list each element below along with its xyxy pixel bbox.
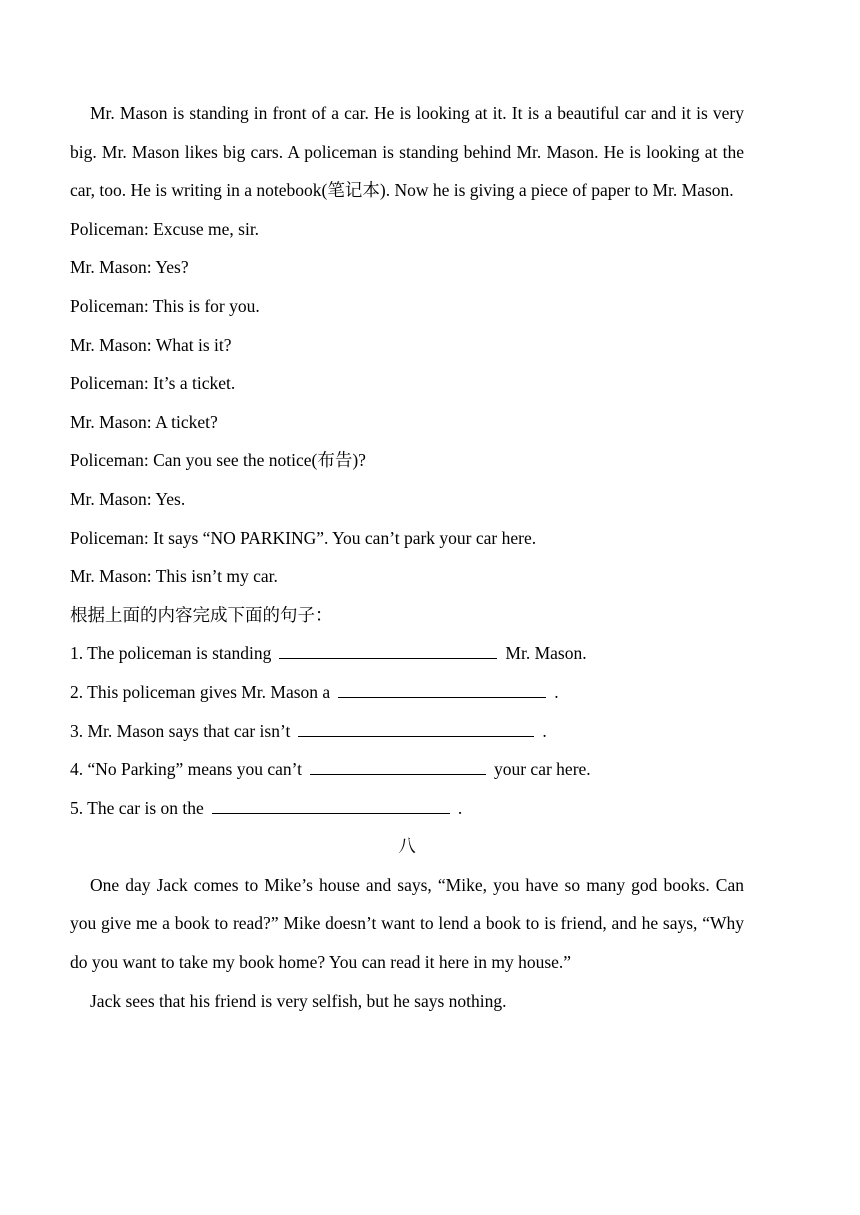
question-3 — [70, 712, 744, 751]
passage2-paragraph-1: One day Jack comes to Mike’s house and says, “Mike, you have so many god books. Can you give me a book to read?” Mike doesn’t want to lend a book to is friend, and he says, “Why do you want to take my book home? You can read it here in my house.” — [70, 874, 744, 973]
answer-blank[interactable] — [310, 754, 486, 775]
dialogue-line: Mr. Mason: A ticket? — [70, 411, 218, 432]
question-text-end: . — [554, 681, 559, 702]
question-text: 3. Mr. Mason says that car isn’t — [70, 720, 291, 741]
dialogue-line: Mr. Mason: Yes? — [70, 257, 189, 278]
question-4 — [70, 750, 744, 789]
passage1-paragraph: Mr. Mason is standing in front of a car. He is looking at it. It is a beautiful car and it is very big. Mr. Mason likes big cars. A policeman is standing behind Mr. Mason. He is looking at the car, too. He is writing in a notebook(笔记本). Now he is giving a piece of paper to Mr. Mason. — [70, 103, 744, 201]
question-2 — [70, 673, 744, 712]
dialogue-line: Mr. Mason: Yes. — [70, 488, 186, 509]
dialogue-line: Policeman: Can you see the notice(布告)? — [70, 450, 366, 471]
dialogue-line: Mr. Mason: What is it? — [70, 334, 232, 355]
dialogue-line: Policeman: This is for you. — [70, 295, 260, 316]
section-heading: 八 — [398, 836, 416, 857]
answer-blank[interactable] — [338, 677, 546, 698]
dialogue-line: Policeman: Excuse me, sir. — [70, 218, 260, 239]
instructions: 根据上面的内容完成下面的句子： — [70, 604, 333, 625]
question-text: 5. The car is on the — [70, 797, 204, 818]
answer-blank[interactable] — [298, 716, 534, 737]
dialogue-line: Policeman: It’s a ticket. — [70, 373, 236, 394]
question-text: 2. This policeman gives Mr. Mason a — [70, 681, 331, 702]
dialogue-line: Policeman: It says “NO PARKING”. You can’t park your car here. — [70, 527, 537, 548]
question-text-end: . — [542, 720, 547, 741]
dialogue — [70, 210, 744, 596]
question-text-end: your car here. — [493, 759, 591, 780]
answer-blank[interactable] — [212, 793, 450, 814]
dialogue-line: Mr. Mason: This isn’t my car. — [70, 566, 278, 587]
question-text: 4. “No Parking” means you can’t — [70, 759, 302, 780]
question-1 — [70, 634, 744, 673]
answer-blank[interactable] — [279, 638, 497, 659]
question-5 — [70, 789, 744, 828]
question-text: 1. The policeman is standing — [70, 643, 272, 664]
question-list — [70, 634, 744, 827]
passage2-paragraph-2: Jack sees that his friend is very selfish, but he says nothing. — [90, 990, 507, 1011]
question-text-end: . — [457, 797, 463, 818]
worksheet-page — [70, 94, 744, 1020]
question-text-end: Mr. Mason. — [505, 643, 587, 664]
